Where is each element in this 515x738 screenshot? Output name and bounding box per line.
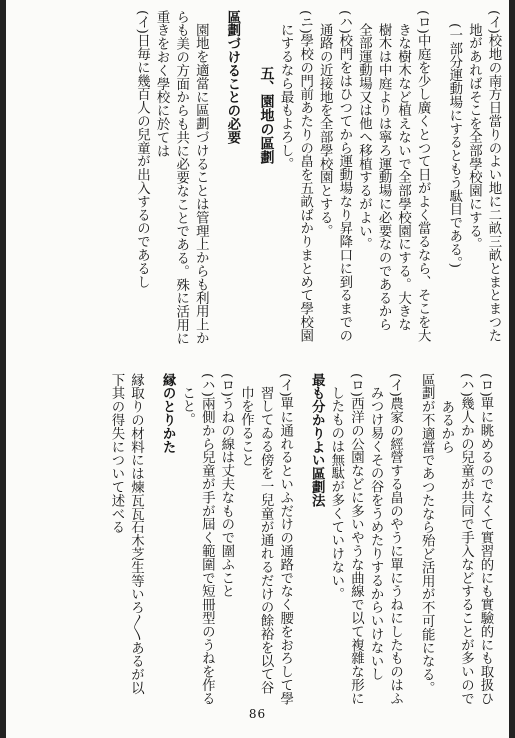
text-line: らも美の方面からも共に必要なことである。殊に活用に bbox=[173, 10, 189, 345]
text-line: (一部分運動場にするともう駄目である。) bbox=[446, 23, 462, 269]
text-line: 縁取りの材料には煉瓦瓦石木芝生等いろ〳〵あるが以 bbox=[128, 373, 144, 695]
subheading: 區劃づけることの必要 bbox=[224, 10, 241, 144]
text-line: (ロ)中庭を少し廣くとつて日がよく當るなら、そこを大 bbox=[415, 10, 431, 343]
text-line: 重きをおく學校に於ては bbox=[154, 10, 170, 158]
text-line: (ロ)うねの線は丈夫なもので圍ふこと bbox=[218, 373, 234, 598]
subheading: 最も分かりよい區劃法 bbox=[309, 373, 326, 507]
text-line: 下其の得失について述べる bbox=[108, 373, 124, 534]
text-line: (ロ)單に眺めるのでなくて實習的にも實驗的にも取扱ひ bbox=[478, 373, 493, 705]
text-line: (ハ)兩側から兒童が手が屆く範圍で短冊型のうねを作る bbox=[199, 373, 215, 705]
text-line: したものは無駄が多くていけない。 bbox=[328, 386, 344, 601]
text-line: (ハ)幾人かの兒童が共同で手入などすることが多いので bbox=[458, 373, 474, 705]
text-line: こと。 bbox=[179, 386, 195, 427]
text-line: 樹木は中庭よりは寧ろ運動場に必要なのであるから bbox=[376, 23, 392, 332]
section-title: 五、園地の區劃 bbox=[258, 66, 275, 164]
page-edge-right bbox=[509, 0, 515, 738]
text-line: 巾を作ること bbox=[238, 386, 254, 467]
text-line: 習してゐる傍を一兒童が通れるだけの餘裕を以て谷 bbox=[258, 386, 274, 695]
text-line: (ニ)學校の門前あたりの畠を五畝ばかりまとめて學校園 bbox=[297, 10, 313, 343]
text-line: (ハ)校門をはひつてから運動場なり昇降口に到るまでの bbox=[336, 10, 352, 343]
text-line: (イ)日毎に幾百人の兒童が出入するのであるし bbox=[134, 10, 150, 289]
subheading: 縁のとりかた bbox=[160, 373, 177, 454]
text-line: 地があればそこを全部學校園にする。 bbox=[466, 23, 482, 252]
page-edge-left bbox=[0, 0, 6, 738]
text-line: きな樹木など植えないで全部學校園にする。大きな bbox=[395, 23, 411, 332]
text-line: 通路の近接地を全部學校園とする。 bbox=[317, 23, 333, 238]
text-line: 全部運動場又は他へ移植するがよい。 bbox=[356, 23, 372, 252]
text-line: (イ)校地の南方日當りのよい地に二畝三畝とまとまつた bbox=[486, 10, 501, 343]
text-line: 區劃が不適當であつたなら殆ど活用が不可能になる。 bbox=[419, 373, 435, 695]
page-number: 86 bbox=[248, 707, 267, 721]
text-line: (イ)單に通れるといふだけの通路でなく腰をおろして學 bbox=[277, 373, 293, 705]
text-line: (ロ)西洋の公園などに多いやうな曲線で以て複雜な形に bbox=[348, 373, 364, 705]
text-line: みつけ易くその谷をうめたりするからいけないし bbox=[368, 386, 384, 682]
lower-text-block bbox=[19, 373, 495, 705]
upper-text-block bbox=[19, 10, 503, 362]
text-line: にするなら最もよろし。 bbox=[278, 23, 294, 171]
text-line: あるから bbox=[438, 399, 454, 454]
text-line: (イ)農家の經營する畠のやうに單にうねにしたものはふ bbox=[387, 373, 403, 705]
text-line: 園地を適當に區劃づけることは管理上からも利用上か bbox=[193, 23, 209, 345]
